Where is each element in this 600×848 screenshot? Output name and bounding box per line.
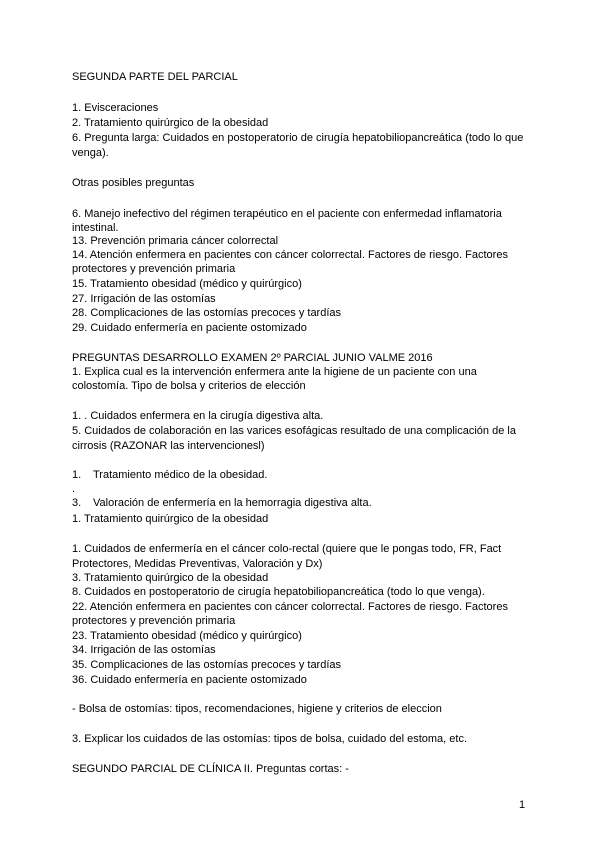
list-number: 3. [72,497,82,509]
text-line: 23. Tratamiento obesidad (médico y quirúrgico) [72,630,302,642]
text-line: venga). [72,147,109,159]
page-number: 1 [519,799,526,811]
text-line: 15. Tratamiento obesidad (médico y quirúrgico) [72,278,302,290]
text-line: intestinal. [72,222,119,234]
text-line: protectores y prevención primaria [72,263,236,275]
text-line: Protectores, Medidas Preventivas, Valoración y Dx) [72,558,323,570]
text-line: 3. Explicar los cuidados de las ostomías: tipos de bolsa, cuidado del estoma, etc. [72,733,467,745]
section-heading-segunda-parte: SEGUNDA PARTE DEL PARCIAL [72,71,238,83]
text-line: 5. Cuidados de colaboración en las varices esofágicas resultado de una complicación de la [72,425,516,437]
text-line: 35. Complicaciones de las ostomías precoces y tardías [72,659,342,671]
text-line: colostomía. Tipo de bolsa y criterios de elección [72,380,306,392]
list-number: 1. [72,469,82,481]
text-line: 22. Atención enfermera en pacientes con cáncer colorrectal. Factores de riesgo. Factores [72,601,508,613]
text-line: protectores y prevención primaria [72,615,236,627]
text-line: 1. Cuidados de enfermería en el cáncer colo-rectal (quiere que le pongas todo, FR, Fact [72,543,502,555]
text-line: 1. Tratamiento quirúrgico de la obesidad [72,513,269,525]
section-heading-segundo-parcial: SEGUNDO PARCIAL DE CLÍNICA II. Preguntas cortas: - [72,763,349,775]
text-line: 28. Complicaciones de las ostomías precoces y tardías [72,307,342,319]
text-line: cirrosis (RAZONAR las intervencionesl) [72,440,265,452]
text-line: 1. Evisceraciones [72,102,159,114]
text-line: 2. Tratamiento quirúrgico de la obesidad [72,117,269,129]
text-line: 1. Explica cual es la intervención enfermera ante la higiene de un paciente con una [72,366,477,378]
text-line: . [72,483,76,495]
section-heading-preguntas-desarrollo: PREGUNTAS DESARROLLO EXAMEN 2º PARCIAL JUNIO VALME 2016 [72,352,433,364]
list-item-text: Tratamiento médico de la obesidad. [93,469,268,481]
section-heading-otras-preguntas: Otras posibles preguntas [72,177,195,189]
text-line: 14. Atención enfermera en pacientes con cáncer colorrectal. Factores de riesgo. Factores [72,249,508,261]
text-line: 29. Cuidado enfermería en paciente ostomizado [72,322,307,334]
list-item-text: Valoración de enfermería en la hemorragia digestiva alta. [93,497,372,509]
text-line: 34. Irrigación de las ostomías [72,644,216,656]
text-line: 1. . Cuidados enfermera en la cirugía digestiva alta. [72,410,324,422]
text-line: 8. Cuidados en postoperatorio de cirugía hepatobiliopancreática (todo lo que venga). [72,586,485,598]
text-line: - Bolsa de ostomías: tipos, recomendaciones, higiene y criterios de eleccion [72,703,442,715]
text-line: 36. Cuidado enfermería en paciente ostomizado [72,674,307,686]
text-line: 3. Tratamiento quirúrgico de la obesidad [72,572,269,584]
text-line: 27. Irrigación de las ostomías [72,293,216,305]
text-line: 6. Manejo inefectivo del régimen terapéutico en el paciente con enfermedad inflamatoria [72,208,502,220]
text-line: 13. Prevención primaria cáncer colorrectal [72,235,279,247]
text-line: 6. Pregunta larga: Cuidados en postoperatorio de cirugía hepatobiliopancreática (todo lo que [72,132,524,144]
